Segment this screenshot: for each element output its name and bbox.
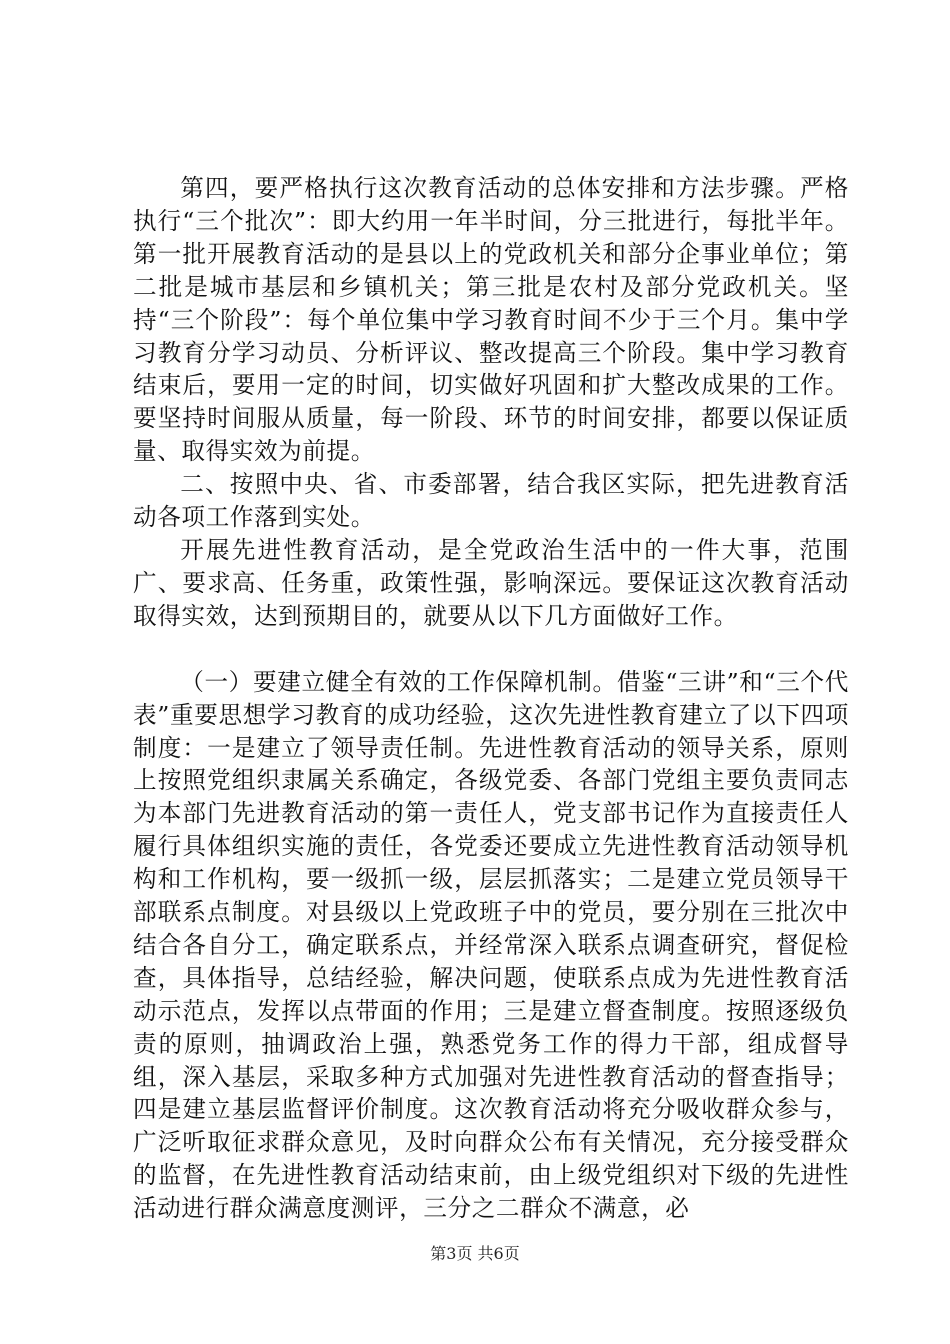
paragraph-introduction: 开展先进性教育活动，是全党政治生活中的一件大事，范围广、要求高、任务重，政策性强，影响深远。要保证这次教育活动取得实效，达到预期目的，就要从以下几方面做好工作。 — [133, 535, 849, 630]
document-body — [133, 172, 849, 1225]
paragraph-safeguard-mechanism: （一）要建立健全有效的工作保障机制。借鉴“三讲”和“三个代表”重要思想学习教育的成功经验，这次先进性教育建立了以下四项制度：一是建立了领导责任制。先进性教育活动的领导关系，原则上按照党组织隶属关系确定，各级党委、各部门党组主要负责同志为本部门先进教育活动的第一责任人，党支部书记作为直接责任人履行具体组织实施的责任，各党委还要成立先进性教育活动领导机构和工作机构，要一级抓一级，层层抓落实；二是建立党员领导干部联系点制度。对县级以上党政班子中的党员，要分别在三批次中结合各自分工，确定联系点，并经常深入联系点调查研究，督促检查，具体指导，总结经验，解决问题，使联系点成为先进性教育活动示范点，发挥以点带面的作用；三是建立督查制度。按照逐级负责的原则，抽调政治上强，熟悉党务工作的得力干部，组成督导组，深入基层，采取多种方式加强对先进性教育活动的督查指导；四是建立基层监督评价制度。这次教育活动将充分吸收群众参与，广泛听取征求群众意见，及时向群众公布有关情况，充分接受群众的监督，在先进性教育活动结束前，由上级党组织对下级的先进性活动进行群众满意度测评，三分之二群众不满意，必 — [133, 667, 849, 1223]
paragraph-step-four: 第四，要严格执行这次教育活动的总体安排和方法步骤。严格执行“三个批次”：即大约用一年半时间，分三批进行，每批半年。第一批开展教育活动的是县以上的党政机关和部分企事业单位；第二批是城市基层和乡镇机关；第三批是农村及部分党政机关。坚持“三个阶段”：每个单位集中学习教育时间不少于三个月。集中学习教育分学习动员、分析评议、整改提高三个阶段。集中学习教育结束后，要用一定的时间，切实做好巩固和扩大整改成果的工作。要坚持时间服从质量，每一阶段、环节的时间安排，都要以保证质量、取得实效为前提。 — [133, 174, 849, 466]
paragraph-section-two-heading: 二、按照中央、省、市委部署，结合我区实际，把先进教育活动各项工作落到实处。 — [133, 470, 849, 532]
page-number-footer: 第3页 共6页 — [430, 1244, 520, 1263]
